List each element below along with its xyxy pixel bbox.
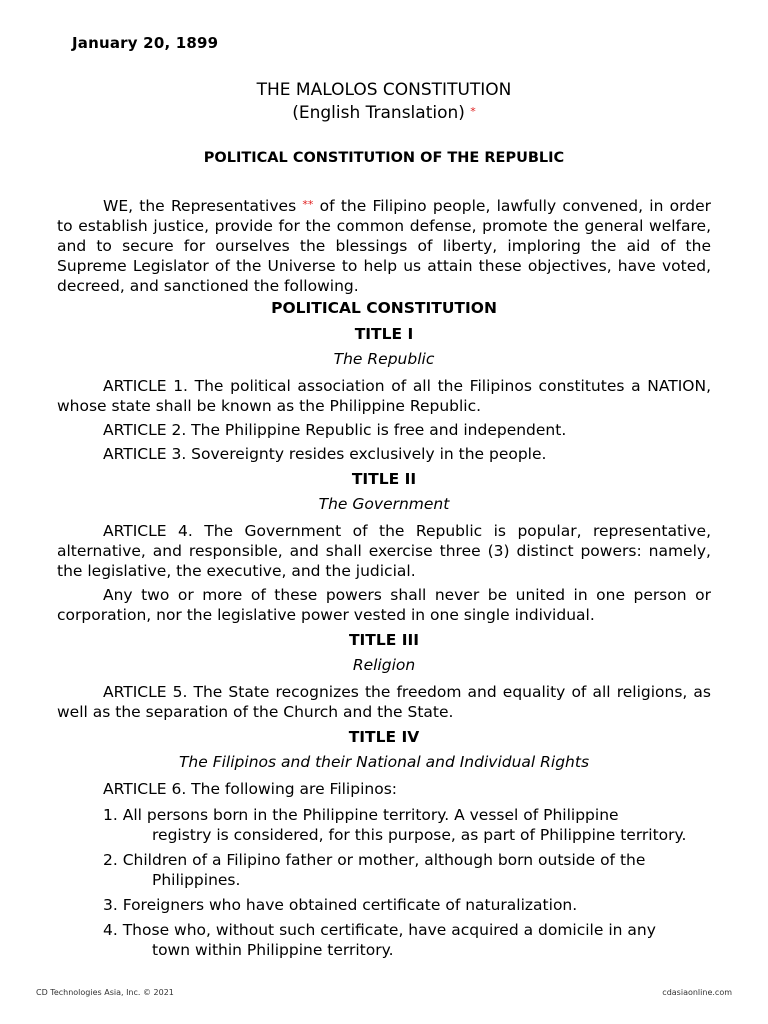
title-translation-label: (English Translation) [292,103,465,123]
list-item [57,895,711,915]
constitution-heading: POLITICAL CONSTITUTION [271,299,497,317]
section-heading: POLITICAL CONSTITUTION OF THE REPUBLIC [203,150,565,166]
document-title [0,80,768,124]
preamble-text-rest: of the Filipino people, lawfully convened, in order to establish justice, provide for the common defense, promote the general welfare, and to secure for ourselves the blessings of liberty, imploring the aid of the Supreme Legislator of the Universe to help us attain these objectives, have voted, decreed, and sanctioned the following. [57,197,711,295]
document-date: January 20, 1899 [72,34,219,52]
title-2-label: TITLE II [351,470,417,488]
list-item-first-line: 4. Those who, without such certificate, have acquired a domicile in any [103,921,656,939]
article-4-paragraph-2: Any two or more of these powers shall never be united in one person or corporation, nor the legislative power vested in one single individual. [57,586,711,624]
article-5: ARTICLE 5. The State recognizes the freedom and equality of all religions, as well as the separation of the Church and the State. [57,683,711,721]
constitution-body [57,298,711,965]
title-1-label: TITLE I [354,325,414,343]
list-item-first-line: 2. Children of a Filipino father or mother, although born outside of the [103,851,646,869]
article-3: ARTICLE 3. Sovereignty resides exclusively in the people. [103,445,547,463]
title-line-2 [0,101,768,124]
list-item-continuation: town within Philippine territory. [152,941,394,959]
article-6: ARTICLE 6. The following are Filipinos: [103,780,397,798]
list-item [57,850,711,890]
preamble-paragraph [57,195,711,296]
footer-copyright: CD Technologies Asia, Inc. © 2021 [36,988,174,997]
preamble-text-start: WE, the Representatives [103,197,297,215]
title-1-subtitle: The Republic [333,350,435,368]
title-4-subtitle: The Filipinos and their National and Individual Rights [178,753,590,771]
article-2: ARTICLE 2. The Philippine Republic is free and independent. [103,421,567,439]
title-3-label: TITLE III [348,631,420,649]
title-line-1: THE MALOLOS CONSTITUTION [256,80,512,100]
list-item [57,805,711,845]
footnote-marker-2[interactable]: ** [302,198,314,211]
list-item-continuation: Philippines. [152,871,241,889]
title-4-label: TITLE IV [348,728,420,746]
list-item [57,920,711,960]
list-item-continuation: registry is considered, for this purpose, as part of Philippine territory. [152,826,687,844]
title-2-subtitle: The Government [318,495,450,513]
title-3-subtitle: Religion [352,656,416,674]
preamble [57,195,711,300]
list-item-first-line: 1. All persons born in the Philippine territory. A vessel of Philippine [103,806,619,824]
footnote-marker[interactable]: * [470,105,476,118]
article-1: ARTICLE 1. The political association of all the Filipinos constitutes a NATION, whose state shall be known as the Philippine Republic. [57,377,711,415]
list-item-first-line: 3. Foreigners who have obtained certificate of naturalization. [103,896,578,914]
article-4: ARTICLE 4. The Government of the Republic is popular, representative, alternative, and responsible, and shall exercise three (3) distinct powers: namely, the legislative, the executive, and the judicial. [57,522,711,580]
footer-website[interactable]: cdasiaonline.com [662,988,732,997]
